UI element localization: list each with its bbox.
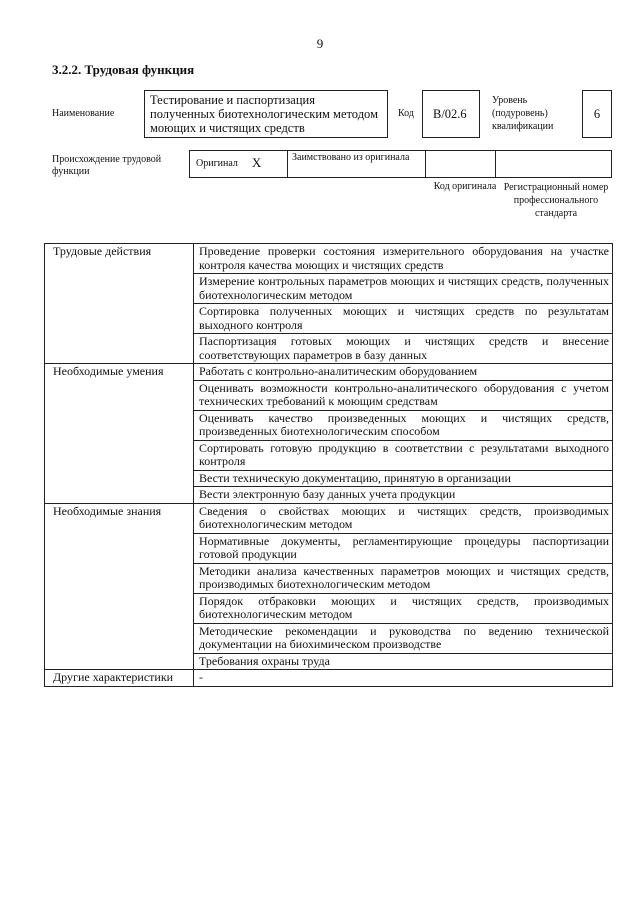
- origin-label: Происхождение трудовой функции: [52, 154, 162, 177]
- item-cell: Оценивать возможности контрольно-аналитического оборудования с учетом технических требований к моющим средствам: [194, 380, 613, 410]
- original-mark: X: [251, 155, 262, 170]
- item-cell: Сортировка полученных моющих и чистящих средств по результатам выходного контроля: [194, 304, 613, 334]
- original-code-caption: Код оригинала: [433, 181, 497, 192]
- origin-row: [189, 150, 612, 178]
- item-cell: Методические рекомендации и руководства по ведению технической документации на биохимическом производстве: [194, 623, 613, 653]
- item-cell: Измерение контрольных параметров моющих и чистящих средств, полученных биотехнологическим методом: [194, 274, 613, 304]
- item-cell: Требования охраны труда: [194, 653, 613, 670]
- qualification-level-label: Уровень (подуровень) квалификации: [492, 95, 554, 132]
- function-name-box: Тестирование и паспортизация полученных биотехнологическим методом моющих и чистящих средств: [144, 90, 388, 138]
- item-cell: Нормативные документы, регламентирующие процедуры паспортизации готовой продукции: [194, 533, 613, 563]
- item-cell: Порядок отбраковки моющих и чистящих средств, производимых биотехнологическим методом: [194, 593, 613, 623]
- item-cell: Вести техническую документацию, принятую в организации: [194, 470, 613, 487]
- item-cell: Паспортизация готовых моющих и чистящих средств и внесение соответствующих параметров в базу данных: [194, 334, 613, 364]
- original-cell: [189, 150, 287, 178]
- original-code-cell: [425, 150, 495, 178]
- name-label: Наименование: [52, 108, 115, 119]
- page-number: 9: [316, 36, 324, 51]
- item-cell: Сведения о свойствах моющих и чистящих средств, производимых биотехнологическим методом: [194, 503, 613, 533]
- item-cell: Сортировать готовую продукцию в соответствии с результатами выходного контроля: [194, 440, 613, 470]
- category-cell: Трудовые действия: [45, 244, 194, 364]
- table-row: [45, 244, 613, 274]
- category-cell: Необходимые умения: [45, 364, 194, 504]
- item-cell: Методики анализа качественных параметров моющих и чистящих средств, производимых биотехнологическим методом: [194, 563, 613, 593]
- item-cell: -: [194, 670, 613, 687]
- item-cell: Проведение проверки состояния измерительного оборудования на участке контроля качества моющих и чистящих средств: [194, 244, 613, 274]
- item-cell: Вести электронную базу данных учета продукции: [194, 487, 613, 504]
- qualification-level-box: 6: [582, 90, 612, 138]
- original-label: Оригинал: [196, 158, 238, 169]
- function-details-table: [44, 243, 613, 687]
- table-row: [45, 670, 613, 687]
- item-cell: Работать с контрольно-аналитическим оборудованием: [194, 364, 613, 381]
- function-code-box: В/02.6: [422, 90, 480, 138]
- table-row: [45, 503, 613, 533]
- section-title: 3.2.2. Трудовая функция: [52, 62, 195, 77]
- registration-number-cell: [495, 150, 612, 178]
- table-body: [45, 244, 613, 687]
- borrowed-cell: Заимствовано из оригинала: [287, 150, 425, 178]
- category-cell: Другие характеристики: [45, 670, 194, 687]
- item-cell: Оценивать качество произведенных моющих и чистящих средств, произведенных биотехнологическим способом: [194, 410, 613, 440]
- table-row: [45, 364, 613, 381]
- category-cell: Необходимые знания: [45, 503, 194, 670]
- code-label: Код: [398, 108, 414, 119]
- registration-number-caption: Регистрационный номер профессионального стандарта: [503, 182, 609, 219]
